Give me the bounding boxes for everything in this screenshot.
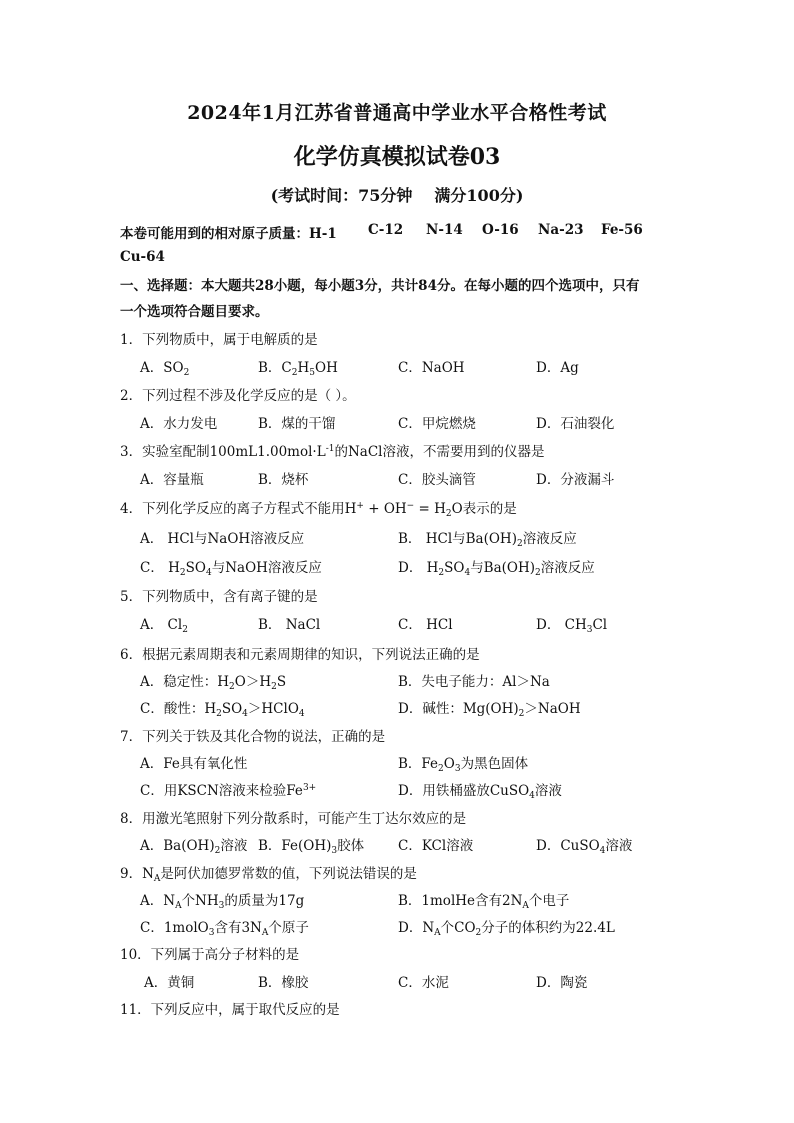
exam-title: 2024年1月江苏省普通高中学业水平合格性考试 — [187, 102, 607, 124]
q6-option-a: A．稳定性：$H_2O>H_2S$ — [140, 674, 287, 692]
atomic-masses — [120, 222, 643, 242]
q9-option-a: A．$N_A$个$NH_3$的质量为17g — [140, 893, 305, 911]
q1-option-c: C．NaOH — [398, 360, 465, 376]
q10-option-c: C．水泥 — [398, 975, 449, 991]
mass-item: Fe-56 — [601, 222, 643, 238]
q2-option-c: C．甲烷燃烧 — [398, 416, 476, 432]
q4-option-d: D． $H_2SO_4$与$Ba(OH)_2$溶液反应 — [398, 560, 595, 578]
q6-option-c: C．酸性：$H_2SO_4>HClO_4$ — [140, 701, 305, 719]
q1-option-b: B．$C_2H_5OH$ — [258, 360, 338, 378]
question-4-stem: 4．下列化学反应的离子方程式不能用$H^+ + OH^- = H_2O$表示的是 — [120, 501, 517, 519]
question-8-stem: 8．用激光笔照射下列分散系时，可能产生丁达尔效应的是 — [120, 811, 467, 827]
question-2-stem: 2．下列过程不涉及化学反应的是（ ）。 — [120, 388, 356, 404]
full-score: 满分100分) — [434, 186, 524, 205]
mass-last: Cu-64 — [120, 249, 165, 265]
question-6-stem: 6．根据元素周期表和元素周期律的知识，下列说法正确的是 — [120, 647, 480, 663]
q2-option-d: D．石油裂化 — [536, 416, 615, 432]
question-9-stem: 9．$N_A$是阿伏加德罗常数的值，下列说法错误的是 — [120, 866, 417, 884]
q10-option-d: D．陶瓷 — [536, 975, 588, 991]
section-heading-2: 一个选项符合题目要求。 — [120, 304, 269, 320]
q5-option-d: D． $CH_3Cl$ — [536, 617, 608, 635]
q1-option-a: A．$SO_2$ — [140, 360, 190, 378]
q3-option-d: D．分液漏斗 — [536, 472, 615, 488]
q1-option-d: D．Ag — [536, 360, 579, 376]
mass-item: O-16 — [482, 222, 519, 238]
q7-option-b: B．$Fe_2O_3$为黑色固体 — [398, 756, 529, 774]
q9-option-c: C．1molO$_3$含有$3N_A$个原子 — [140, 920, 309, 938]
question-5-stem: 5．下列物质中，含有离子键的是 — [120, 589, 318, 605]
q4-option-b: B． HCl与$Ba(OH)_2$溶液反应 — [398, 531, 577, 549]
exam-time: (考试时间：75分钟 — [270, 186, 413, 205]
q10-option-b: B．橡胶 — [258, 975, 309, 991]
q4-option-c: C． $H_2SO_4$与NaOH溶液反应 — [140, 560, 322, 578]
mass-item: C-12 — [368, 222, 404, 238]
mass-item: Na-23 — [538, 222, 584, 238]
q8-option-d: D．CuSO$_4$溶液 — [536, 838, 633, 856]
q3-option-c: C．胶头滴管 — [398, 472, 476, 488]
q2-option-b: B．煤的干馏 — [258, 416, 336, 432]
q2-option-a: A．水力发电 — [140, 416, 218, 432]
q7-option-c: C．用KSCN溶液来检验$Fe^{3+}$ — [140, 783, 317, 799]
q7-option-d: D．用铁桶盛放CuSO$_4$溶液 — [398, 783, 562, 801]
q5-option-a: A． $Cl_2$ — [140, 617, 188, 635]
q8-option-b: B．$Fe(OH)_3$胶体 — [258, 838, 365, 856]
question-3-stem: 3．实验室配制$100mL1.00mol\cdot L^{-1}$的NaCl溶液，不需要用到的仪器是 — [120, 444, 545, 460]
q9-option-d: D．$N_A$个$CO_2$分子的体积约为22.4L — [398, 920, 615, 938]
q5-option-c: C． HCl — [398, 617, 453, 633]
question-11-stem: 11．下列反应中，属于取代反应的是 — [120, 1002, 340, 1018]
q9-option-b: B．1molHe含有$2N_A$个电子 — [398, 893, 570, 911]
q10-option-a: A．黄铜 — [144, 975, 195, 991]
q6-option-d: D．碱性：$Mg(OH)_2>NaOH$ — [398, 701, 581, 719]
question-1-stem: 1．下列物质中，属于电解质的是 — [120, 332, 318, 348]
mass-lead: 本卷可能用到的相对原子质量：H-1 — [120, 226, 337, 242]
mass-item: N-14 — [426, 222, 463, 238]
q3-option-b: B．烧杯 — [258, 472, 309, 488]
exam-info — [0, 183, 794, 206]
question-7-stem: 7．下列关于铁及其化合物的说法，正确的是 — [120, 729, 386, 745]
q6-option-b: B．失电子能力：Al＞Na — [398, 674, 550, 690]
q8-option-a: A．$Ba(OH)_2$溶液 — [140, 838, 248, 856]
exam-subtitle: 化学仿真模拟试卷03 — [293, 144, 501, 170]
q4-option-a: A． HCl与NaOH溶液反应 — [140, 531, 305, 547]
q3-option-a: A．容量瓶 — [140, 472, 204, 488]
q8-option-c: C．KCl溶液 — [398, 838, 474, 854]
question-10-stem: 10．下列属于高分子材料的是 — [120, 947, 300, 963]
q7-option-a: A．Fe具有氧化性 — [140, 756, 248, 772]
q5-option-b: B． NaCl — [258, 617, 321, 633]
section-heading-1: 一、选择题：本大题共28小题，每小题3分，共计84分。在每小题的四个选项中，只有 — [120, 278, 640, 294]
